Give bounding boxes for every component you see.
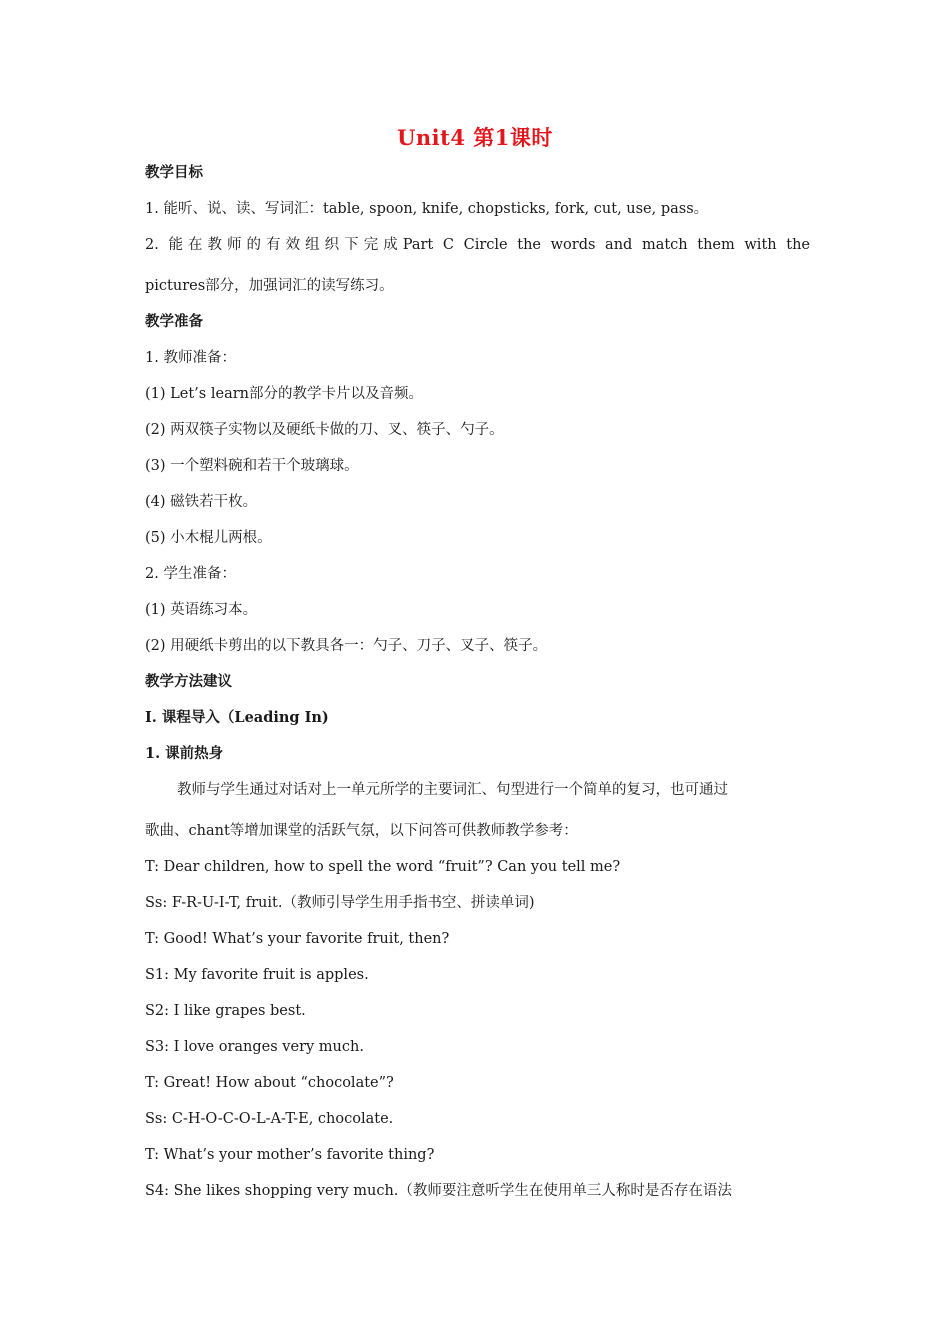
dialogue-line: S4: She likes shopping very much.（教师要注意听学生在使用单三人称时是否存在语法 — [145, 1183, 732, 1199]
prep-teacher-item-5: (5) 小木棍儿两根。 — [145, 530, 272, 546]
prep-teacher-item-4: (4) 磁铁若干枚。 — [145, 494, 258, 510]
goal-item-2-continued: pictures部分，加强词汇的读写练习。 — [145, 278, 394, 294]
warm-up-paragraph-continued: 歌曲、chant等增加课堂的活跃气氛，以下问答可供教师教学参考： — [145, 823, 578, 839]
prep-student: 2. 学生准备： — [145, 566, 236, 582]
section-leading-in: I. 课程导入（Leading In) — [145, 709, 329, 726]
dialogue-line: T: Great! How about “chocolate”? — [145, 1075, 394, 1091]
heading-teaching-goals: 教学目标 — [145, 164, 203, 181]
goal-item-1: 1. 能听、说、读、写词汇：table, spoon, knife, chopsticks, fork, cut, use, pass。 — [145, 201, 709, 217]
prep-teacher-item-2: (2) 两双筷子实物以及硬纸卡做的刀、叉、筷子、勺子。 — [145, 422, 504, 438]
warm-up-paragraph: 教师与学生通过对话对上一单元所学的主要词汇、句型进行一个简单的复习，也可通过 — [177, 782, 728, 798]
heading-teaching-preparation: 教学准备 — [145, 313, 203, 330]
dialogue-line: S3: I love oranges very much. — [145, 1039, 364, 1055]
prep-teacher: 1. 教师准备： — [145, 350, 236, 366]
dialogue-line: Ss: C-H-O-C-O-L-A-T-E, chocolate. — [145, 1111, 394, 1127]
prep-teacher-item-3: (3) 一个塑料碗和若干个玻璃球。 — [145, 458, 359, 474]
dialogue-line: Ss: F-R-U-I-T, fruit.（教师引导学生用手指书空、拼读单词) — [145, 895, 535, 911]
prep-student-item-1: (1) 英语练习本。 — [145, 602, 258, 618]
document-title: Unit4 第1课时 — [397, 125, 553, 150]
prep-teacher-item-1: (1) Let’s learn部分的教学卡片以及音频。 — [145, 386, 423, 402]
prep-student-item-2: (2) 用硬纸卡剪出的以下教具各一：勺子、刀子、叉子、筷子。 — [145, 638, 548, 654]
dialogue-line: S1: My favorite fruit is apples. — [145, 967, 369, 983]
goal-item-2: 2. 能在教师的有效组织下完成Part C Circle the words and match them with the — [145, 237, 810, 253]
dialogue-line: T: Good! What’s your favorite fruit, then? — [145, 931, 450, 947]
dialogue-line: S2: I like grapes best. — [145, 1003, 306, 1019]
dialogue-line: T: What’s your mother’s favorite thing? — [145, 1147, 435, 1163]
heading-teaching-methods: 教学方法建议 — [145, 673, 232, 690]
dialogue-line: T: Dear children, how to spell the word “fruit”? Can you tell me? — [145, 859, 621, 875]
subsection-warm-up: 1. 课前热身 — [145, 745, 224, 762]
